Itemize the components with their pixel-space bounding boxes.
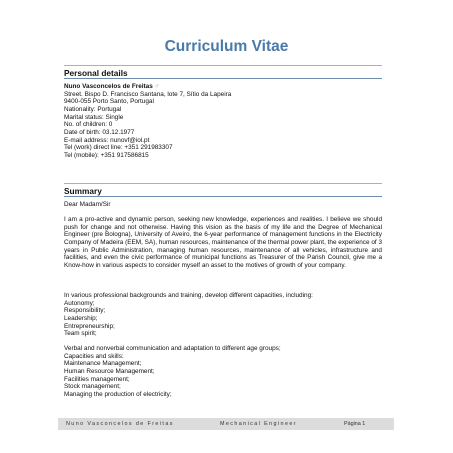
skills-block [64, 345, 382, 399]
summary-rule-top [64, 183, 382, 184]
capacity-item: Autonomy; [64, 299, 95, 307]
page-title: Curriculum Vitae [164, 38, 289, 55]
tel-work: Tel (work) direct line: +351 291983307 [64, 144, 173, 152]
capacity-item: Responsibility; [64, 307, 106, 315]
marital-status: Marital status: Single [64, 113, 124, 121]
email-address: E-mail address: nunovf@iol.pt [64, 136, 150, 144]
skill-item: Managing the production of electricity; [64, 390, 172, 398]
nationality: Nationality: Portugal [64, 105, 122, 113]
date-of-birth: Date of birth: 03.12.1977 [64, 128, 135, 136]
skill-item: Stock management; [64, 383, 121, 391]
tel-mobile: Tel (mobile): +351 917586815 [64, 151, 149, 159]
footer-name: Nuno Vasconcelos de Freitas [66, 421, 174, 427]
personal-details-block [64, 83, 382, 160]
summary-rule-bottom [64, 196, 382, 197]
address-street: Street. Bispo D. Francisco Santana, lote 7, Sítio da Lapeira [64, 90, 232, 98]
name-line [64, 83, 382, 91]
summary-heading: Summary [64, 186, 102, 196]
skills-intro: Capacities and skills: [64, 352, 124, 360]
footer-role: Mechanical Engineer [220, 421, 297, 427]
children-count: No. of children: 0 [64, 121, 113, 129]
capacity-item: Leadership; [64, 314, 98, 322]
capacity-item: Team spirit; [64, 330, 97, 338]
capacities-intro: In various professional backgrounds and training, develop different capacities, including: [64, 292, 313, 299]
communication-line: Verbal and nonverbal communication and adaptation to different age groups; [64, 345, 281, 352]
male-icon: ♂ [154, 83, 160, 90]
personal-details-heading: Personal details [64, 68, 128, 78]
capacities-block [64, 292, 382, 338]
skill-item: Facilities management; [64, 375, 130, 383]
footer-page-number: Página 1 [344, 421, 366, 427]
person-name: Nuno Vasconcelos de Freitas [64, 83, 153, 90]
skill-item: Human Resource Management; [64, 367, 155, 375]
summary-paragraph: I am a pro-active and dynamic person, seeking new knowledge, experiences and realities. I believe we should push for change and not otherwise. Having this vision as the basis of my life and the Degree of Mechanical Engineer (pre Bologna), University of Aveiro, the 6-year performance of management functions in the Electricity Company of Madeira (EEM, SA), human resources, maintenance of the thermal power plant, the experience of 3 years in Public Administration, managing human resources, maintenance of all vehicles, infrastructure and facilities, and even the civic performance of municipal functions as Treasurer of the Parish Council, give me a Know-how in various aspects to consider myself an asset to the motives of growth of your company. [64, 216, 382, 269]
personal-details-rule-top [64, 65, 382, 66]
address-city: 9400-055 Porto Santo, Portugal [64, 98, 154, 106]
page-footer [58, 418, 394, 430]
skill-item: Maintenance Management; [64, 360, 142, 368]
capacity-item: Entrepreneurship; [64, 322, 115, 330]
personal-details-rule-bottom [64, 78, 382, 79]
summary-greeting: Dear Madam/Sir [64, 201, 111, 208]
